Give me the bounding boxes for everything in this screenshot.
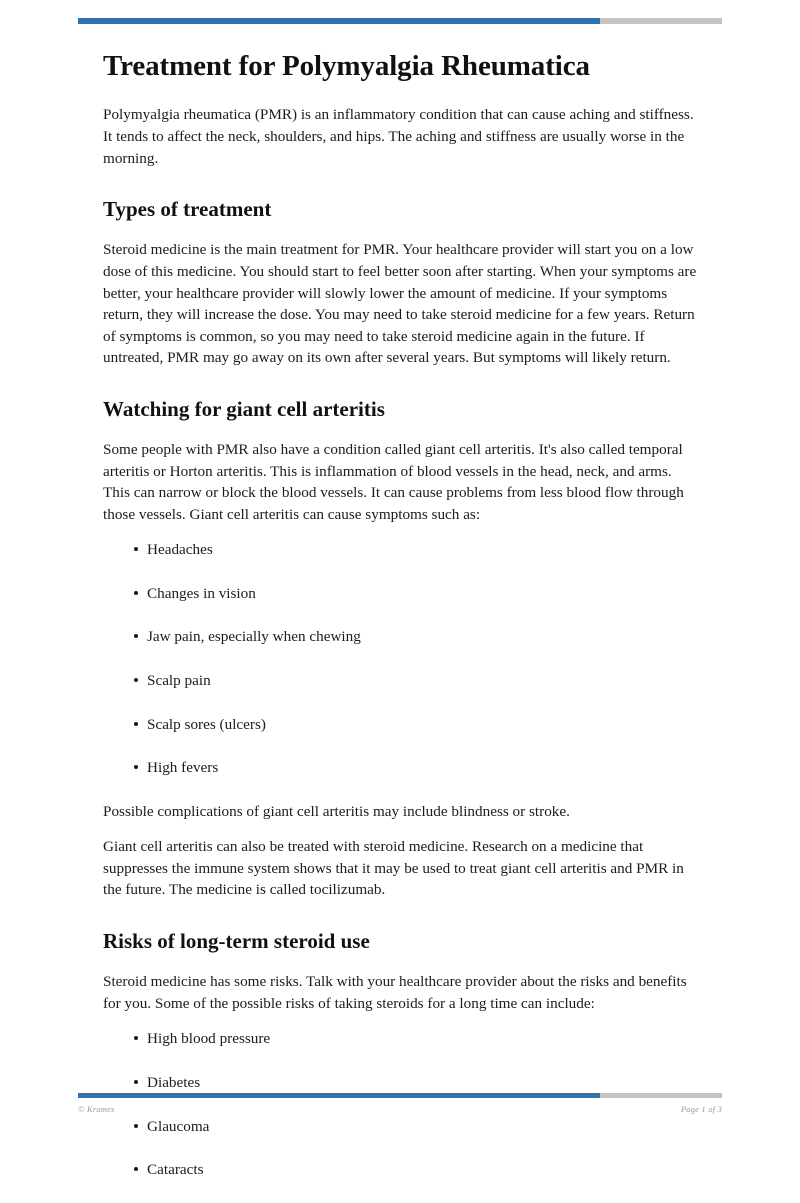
footer-meta-row xyxy=(78,1104,722,1114)
list-item: Cataracts xyxy=(103,1159,697,1181)
list-item: Changes in vision xyxy=(103,583,697,605)
list-item: High blood pressure xyxy=(103,1028,697,1050)
section-heading-giant-cell-arteritis: Watching for giant cell arteritis xyxy=(103,396,385,421)
symptom-bullet-list xyxy=(103,539,697,778)
section-paragraph-risks: Steroid medicine has some risks. Talk with your healthcare provider about the risks and benefits for you. Some of the possible risks of taking steroids for a long time can include: xyxy=(103,973,687,1012)
header-rule xyxy=(78,18,722,24)
list-item: High fevers xyxy=(103,757,697,779)
copyright-notice: © Krames xyxy=(78,1104,115,1114)
section-paragraph-types-of-treatment: Steroid medicine is the main treatment for PMR. Your healthcare provider will start you on a low dose of this medicine. You should start to feel better soon after starting. When your symptoms are better, your healthcare provider will slowly lower the amount of medicine. If your symptoms return, they will increase the dose. You may need to take steroid medicine for a few years. Return of symptoms is common, so you may need to take steroid medicine again in the future. If untreated, PMR may go away on its own after several years. But symptoms will likely return. xyxy=(103,241,697,367)
footer-rule-grey-segment xyxy=(600,1093,722,1098)
tocilizumab-paragraph: Giant cell arteritis can also be treated with steroid medicine. Research on a medicine that suppresses the immune system shows that it may be used to treat giant cell arteritis and PMR in the future. The medicine is called tocilizumab. xyxy=(103,838,684,899)
list-item: Scalp pain xyxy=(103,670,697,692)
section-heading-types-of-treatment: Types of treatment xyxy=(103,197,272,222)
header-rule-blue-segment xyxy=(78,18,600,24)
section-paragraph-giant-cell-arteritis: Some people with PMR also have a condition called giant cell arteritis. It's also called temporal arteritis or Horton arteritis. This is inflammation of blood vessels in the head, neck, and arms. This can narrow or block the blood vessels. It can cause problems from less blood flow through those vessels. Giant cell arteritis can cause symptoms such as: xyxy=(103,440,684,523)
page-footer xyxy=(78,1093,722,1114)
list-item: Diabetes xyxy=(103,1072,697,1094)
list-item: Jaw pain, especially when chewing xyxy=(103,626,697,648)
list-item: Glaucoma xyxy=(103,1116,697,1138)
section-heading-risks-of-long-term-steroid-use: Risks of long-term steroid use xyxy=(103,929,370,954)
list-item: Headaches xyxy=(103,539,697,561)
intro-paragraph: Polymyalgia rheumatica (PMR) is an inflammatory condition that can cause aching and stiffness. It tends to affect the neck, shoulders, and hips. The aching and stiffness are usually worse in the morning. xyxy=(103,106,694,167)
footer-rule xyxy=(78,1093,722,1098)
header-rule-grey-segment xyxy=(600,18,722,24)
page-title: Treatment for Polymyalgia Rheumatica xyxy=(103,50,590,82)
complications-paragraph: Possible complications of giant cell arteritis may include blindness or stroke. xyxy=(103,802,570,820)
footer-rule-blue-segment xyxy=(78,1093,600,1098)
document-body xyxy=(103,50,697,1203)
page-number: Page 1 of 3 xyxy=(680,1104,722,1114)
list-item: Scalp sores (ulcers) xyxy=(103,714,697,736)
